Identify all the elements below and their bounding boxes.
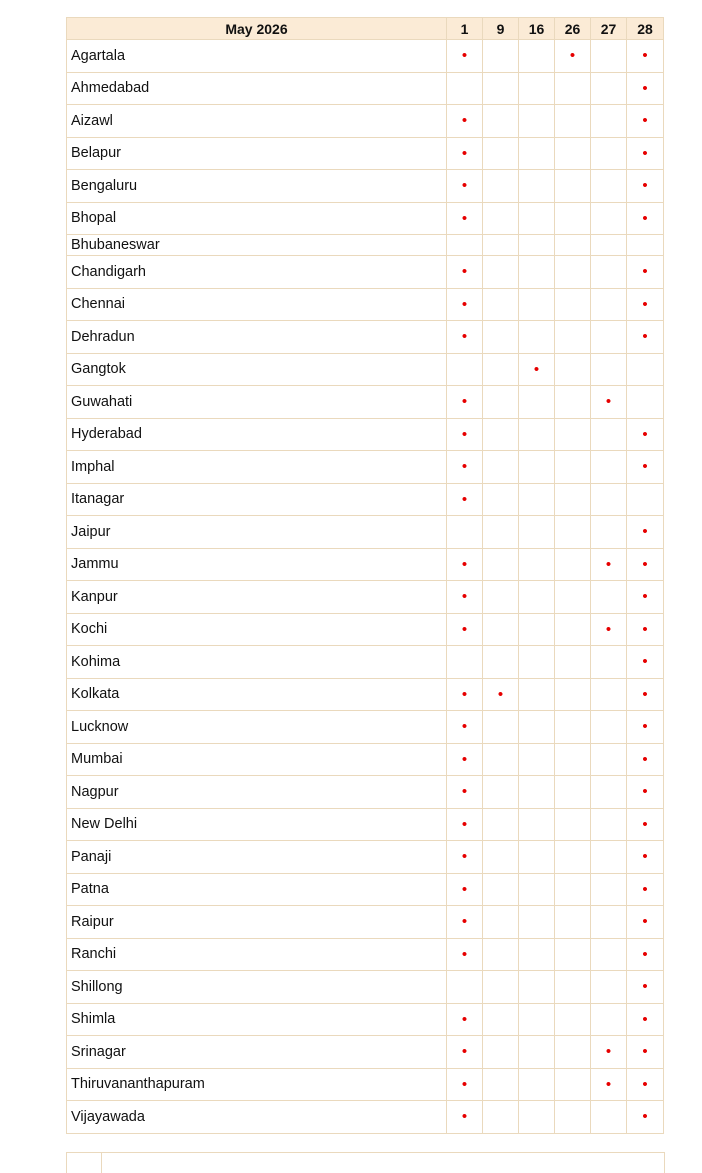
empty-cell [483,581,519,614]
holiday-marker: • [447,105,483,138]
holiday-marker: • [591,1068,627,1101]
empty-cell [519,418,555,451]
empty-cell [555,235,591,256]
holiday-marker: • [627,40,664,73]
holiday-marker: • [447,581,483,614]
city-name: Bhubaneswar [67,235,447,256]
empty-cell [483,711,519,744]
holiday-marker: • [627,72,664,105]
holiday-marker: • [447,873,483,906]
empty-cell [519,743,555,776]
empty-cell [483,137,519,170]
empty-cell [483,808,519,841]
holiday-marker: • [627,646,664,679]
holiday-marker: • [627,1101,664,1134]
table-header-row [67,18,664,40]
holiday-marker: • [627,418,664,451]
holiday-marker: • [627,613,664,646]
day-header-16: 16 [519,18,555,40]
empty-cell [483,170,519,203]
next-table-edge [66,1152,665,1173]
city-name: Bengaluru [67,170,447,203]
empty-cell [447,235,483,256]
holiday-marker: • [447,137,483,170]
table-row [67,906,664,939]
holiday-marker: • [447,938,483,971]
holiday-marker: • [627,256,664,289]
city-name: Patna [67,873,447,906]
empty-cell [555,451,591,484]
empty-cell [483,451,519,484]
empty-cell [483,938,519,971]
table-row [67,321,664,354]
holiday-marker: • [627,202,664,235]
table-row [67,841,664,874]
holiday-marker: • [627,873,664,906]
holiday-marker: • [447,678,483,711]
empty-cell [519,581,555,614]
empty-cell [483,235,519,256]
city-name: Kanpur [67,581,447,614]
empty-cell [555,386,591,419]
holiday-marker: • [627,516,664,549]
holiday-marker: • [627,321,664,354]
empty-cell [555,256,591,289]
month-header: May 2026 [67,18,447,40]
empty-cell [483,516,519,549]
table-row [67,516,664,549]
empty-cell [519,1068,555,1101]
empty-cell [555,105,591,138]
table-row [67,256,664,289]
table-row [67,711,664,744]
empty-cell [555,873,591,906]
empty-cell [591,1101,627,1134]
holiday-marker: • [447,418,483,451]
empty-cell [555,971,591,1004]
table-row [67,808,664,841]
empty-cell [483,386,519,419]
city-name: Gangtok [67,353,447,386]
empty-cell [591,646,627,679]
city-name: Chennai [67,288,447,321]
city-name: Kolkata [67,678,447,711]
empty-cell [519,873,555,906]
city-name: Thiruvananthapuram [67,1068,447,1101]
empty-cell [555,776,591,809]
empty-cell [483,202,519,235]
table-row [67,418,664,451]
empty-cell [591,483,627,516]
empty-cell [447,516,483,549]
empty-cell [555,646,591,679]
empty-cell [555,321,591,354]
empty-cell [591,451,627,484]
table-row [67,678,664,711]
empty-cell [555,1068,591,1101]
holiday-marker: • [627,711,664,744]
empty-cell [519,105,555,138]
empty-cell [519,451,555,484]
holiday-marker: • [447,776,483,809]
city-name: Belapur [67,137,447,170]
empty-cell [483,483,519,516]
empty-cell [555,678,591,711]
empty-cell [555,72,591,105]
city-name: Dehradun [67,321,447,354]
empty-cell [555,483,591,516]
empty-cell [555,938,591,971]
empty-cell [555,906,591,939]
empty-cell [483,548,519,581]
column-divider [101,1153,102,1173]
holiday-marker: • [447,451,483,484]
empty-cell [591,256,627,289]
empty-cell [555,548,591,581]
city-name: Kochi [67,613,447,646]
holiday-marker: • [447,1003,483,1036]
holiday-marker: • [447,711,483,744]
empty-cell [591,137,627,170]
empty-cell [519,137,555,170]
empty-cell [519,938,555,971]
empty-cell [519,906,555,939]
empty-cell [591,938,627,971]
city-name: Nagpur [67,776,447,809]
empty-cell [483,776,519,809]
empty-cell [591,581,627,614]
empty-cell [591,678,627,711]
holiday-marker: • [591,1036,627,1069]
table-row [67,353,664,386]
day-header-9: 9 [483,18,519,40]
holiday-marker: • [447,548,483,581]
empty-cell [483,1003,519,1036]
empty-cell [591,72,627,105]
city-name: Ranchi [67,938,447,971]
empty-cell [519,72,555,105]
table-row [67,938,664,971]
empty-cell [447,646,483,679]
empty-cell [591,288,627,321]
empty-cell [519,646,555,679]
table-row [67,1036,664,1069]
holiday-marker: • [447,743,483,776]
empty-cell [483,72,519,105]
empty-cell [483,906,519,939]
holiday-marker: • [447,1068,483,1101]
empty-cell [555,1101,591,1134]
table-row [67,105,664,138]
empty-cell [591,516,627,549]
empty-cell [591,873,627,906]
empty-cell [519,386,555,419]
table-row [67,1101,664,1134]
holiday-marker: • [627,548,664,581]
city-name: Agartala [67,40,447,73]
table-row [67,483,664,516]
empty-cell [519,548,555,581]
empty-cell [555,808,591,841]
empty-cell [519,678,555,711]
table-row [67,873,664,906]
empty-cell [483,288,519,321]
empty-cell [483,40,519,73]
empty-cell [591,776,627,809]
holiday-marker: • [627,1068,664,1101]
city-name: New Delhi [67,808,447,841]
empty-cell [591,711,627,744]
empty-cell [483,613,519,646]
empty-cell [555,1036,591,1069]
empty-cell [627,483,664,516]
city-name: Aizawl [67,105,447,138]
empty-cell [555,202,591,235]
holiday-marker: • [519,353,555,386]
table-row [67,646,664,679]
holiday-marker: • [447,1036,483,1069]
holiday-marker: • [483,678,519,711]
empty-cell [591,971,627,1004]
empty-cell [519,1036,555,1069]
empty-cell [519,516,555,549]
empty-cell [519,170,555,203]
day-header-27: 27 [591,18,627,40]
empty-cell [627,386,664,419]
empty-cell [591,906,627,939]
empty-cell [555,353,591,386]
holiday-marker: • [627,808,664,841]
empty-cell [483,418,519,451]
empty-cell [483,105,519,138]
holiday-marker: • [627,971,664,1004]
empty-cell [591,743,627,776]
empty-cell [555,613,591,646]
table-row [67,743,664,776]
table-row [67,581,664,614]
empty-cell [519,1101,555,1134]
empty-cell [519,776,555,809]
empty-cell [591,808,627,841]
holiday-marker: • [627,678,664,711]
empty-cell [519,202,555,235]
table-row [67,613,664,646]
holiday-marker: • [447,386,483,419]
city-name: Imphal [67,451,447,484]
empty-cell [447,353,483,386]
holiday-marker: • [591,386,627,419]
table-row [67,72,664,105]
empty-cell [519,841,555,874]
table-row [67,235,664,256]
empty-cell [555,1003,591,1036]
empty-cell [591,105,627,138]
holiday-marker: • [627,776,664,809]
empty-cell [519,1003,555,1036]
table-row [67,137,664,170]
table-row [67,202,664,235]
day-header-1: 1 [447,18,483,40]
holiday-marker: • [447,906,483,939]
city-name: Hyderabad [67,418,447,451]
table-row [67,40,664,73]
city-name: Ahmedabad [67,72,447,105]
empty-cell [591,1003,627,1036]
holiday-marker: • [591,548,627,581]
holiday-marker: • [627,105,664,138]
holiday-marker: • [627,1036,664,1069]
holiday-marker: • [627,288,664,321]
empty-cell [483,1101,519,1134]
holiday-marker: • [447,613,483,646]
empty-cell [591,202,627,235]
empty-cell [591,841,627,874]
empty-cell [519,483,555,516]
table-row [67,1003,664,1036]
holiday-marker: • [447,288,483,321]
empty-cell [555,170,591,203]
empty-cell [555,581,591,614]
empty-cell [555,516,591,549]
day-header-28: 28 [627,18,664,40]
empty-cell [519,971,555,1004]
city-name: Jammu [67,548,447,581]
empty-cell [519,288,555,321]
empty-cell [483,1036,519,1069]
day-header-26: 26 [555,18,591,40]
table-row [67,170,664,203]
empty-cell [519,256,555,289]
holiday-marker: • [447,170,483,203]
holiday-marker: • [627,906,664,939]
empty-cell [591,321,627,354]
empty-cell [627,235,664,256]
table-row [67,971,664,1004]
city-name: Guwahati [67,386,447,419]
empty-cell [519,235,555,256]
holiday-marker: • [447,40,483,73]
city-name: Shillong [67,971,447,1004]
city-name: Mumbai [67,743,447,776]
holiday-marker: • [447,202,483,235]
empty-cell [555,288,591,321]
table-row [67,1068,664,1101]
table-row [67,386,664,419]
holiday-marker: • [555,40,591,73]
holiday-marker: • [627,137,664,170]
city-name: Vijayawada [67,1101,447,1134]
empty-cell [591,170,627,203]
holiday-marker: • [627,170,664,203]
empty-cell [555,711,591,744]
empty-cell [555,137,591,170]
empty-cell [591,40,627,73]
city-name: Bhopal [67,202,447,235]
city-name: Itanagar [67,483,447,516]
empty-cell [483,841,519,874]
empty-cell [519,321,555,354]
empty-cell [591,418,627,451]
empty-cell [591,235,627,256]
empty-cell [447,971,483,1004]
empty-cell [519,711,555,744]
empty-cell [483,971,519,1004]
city-name: Chandigarh [67,256,447,289]
table-row [67,776,664,809]
empty-cell [555,743,591,776]
empty-cell [483,256,519,289]
empty-cell [483,743,519,776]
table-body [67,40,664,1134]
holiday-marker: • [447,841,483,874]
holiday-marker: • [447,483,483,516]
holiday-marker: • [591,613,627,646]
holiday-marker: • [627,938,664,971]
holiday-marker: • [447,1101,483,1134]
empty-cell [483,353,519,386]
empty-cell [555,841,591,874]
city-name: Lucknow [67,711,447,744]
holiday-marker: • [447,256,483,289]
empty-cell [483,1068,519,1101]
holiday-marker: • [627,451,664,484]
empty-cell [519,613,555,646]
holiday-marker: • [447,808,483,841]
empty-cell [483,873,519,906]
city-name: Jaipur [67,516,447,549]
holiday-marker: • [447,321,483,354]
empty-cell [483,646,519,679]
holiday-marker: • [627,743,664,776]
city-name: Kohima [67,646,447,679]
table-row [67,548,664,581]
empty-cell [519,40,555,73]
city-name: Panaji [67,841,447,874]
holiday-marker: • [627,841,664,874]
empty-cell [447,72,483,105]
empty-cell [519,808,555,841]
empty-cell [555,418,591,451]
table-row [67,288,664,321]
holiday-marker: • [627,1003,664,1036]
table-row [67,451,664,484]
city-name: Shimla [67,1003,447,1036]
empty-cell [627,353,664,386]
empty-cell [483,321,519,354]
holiday-calendar-table [66,17,664,1134]
city-name: Srinagar [67,1036,447,1069]
city-name: Raipur [67,906,447,939]
holiday-marker: • [627,581,664,614]
empty-cell [591,353,627,386]
